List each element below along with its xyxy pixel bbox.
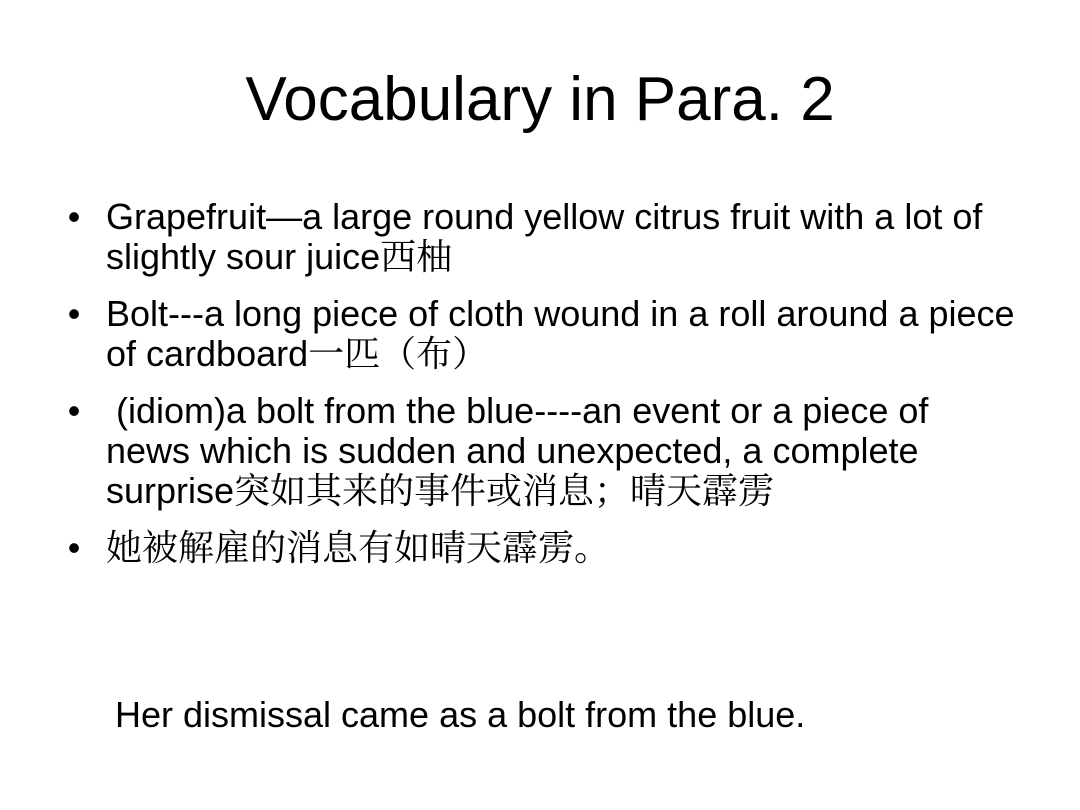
- bullet-item-idiom: [62, 391, 1022, 512]
- bullet-text: Bolt---a long piece of cloth wound in a roll around a piece of cardboard: [106, 293, 1015, 374]
- bullet-chinese-text: 突如其来的事件或消息；晴天霹雳: [234, 471, 775, 512]
- bullet-item-bolt: [62, 294, 1022, 375]
- bullet-text: (idiom)a bolt from the blue----an event or a piece of news which is sudden and unexpected, a complete surprise: [106, 390, 939, 511]
- example-sentence: Her dismissal came as a bolt from the blue.: [115, 694, 806, 735]
- slide-title: Vocabulary in Para. 2: [245, 65, 835, 134]
- bullet-dot-icon: •: [67, 293, 81, 334]
- bullet-chinese-text: 西柚: [380, 237, 453, 278]
- bullet-dot-icon: •: [67, 196, 81, 237]
- bullet-item-grapefruit: [62, 197, 1022, 278]
- bullet-chinese-text: 一匹（布）: [308, 334, 489, 375]
- bullet-dot-icon: •: [67, 527, 81, 568]
- bullet-dot-icon: •: [67, 390, 81, 431]
- bullet-text: Grapefruit—a large round yellow citrus fruit with a lot of slightly sour juice: [106, 196, 983, 277]
- vocabulary-bullet-list: [62, 197, 1022, 583]
- bullet-chinese-text: 她被解雇的消息有如晴天霹雳。: [106, 528, 611, 569]
- bullet-item-example-chinese: [62, 528, 1022, 569]
